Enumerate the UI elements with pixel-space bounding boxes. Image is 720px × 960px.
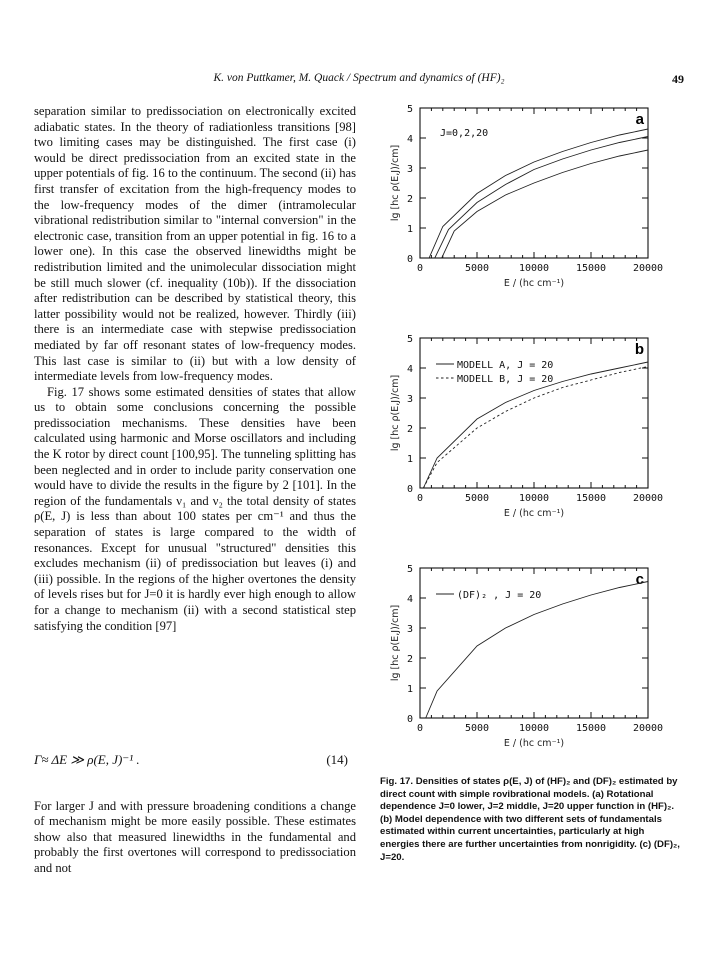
y-tick-label: 4 [406,364,413,375]
equation-text: Γ≈ ΔE ≫ ρ(E, J)⁻¹ . [34,752,140,767]
y-tick-label: 0 [406,484,413,495]
y-tick-label: 2 [406,654,413,665]
y-tick-label: 3 [406,394,413,405]
y-axis-label: lg [hc ρ(E,J)/cm] [390,374,401,452]
x-axis-label: E / (hc cm⁻¹) [503,278,565,289]
paragraph-2: Fig. 17 shows some estimated densities of states that allow us to obtain some conclusions concerning the possible predissociation mechanisms. These densities have been calculated using harmonic and Morse oscillators and including the K rotor by direct count [100,95]. The tunneling splitting has been neglected and in order to include parity conservation one would have to divide the results in the figure by 2 [101]. In the region of the fundamentals ν₁ and ν₂ the total density of states ρ(E, J) is less than about 100 states per cm⁻¹ and thus the separation of states is large compared to the width of resonances. Except for unusual "structured" densities this excludes mechanism (ii) of predissociation but leaves (i) and (iii) possible. In the regions of the higher overtones the density of levels rises but for J=0 it is hardly ever high enough to allow for a change to mechanism (ii) with a second statistical step satisfying the condition [97] [34,384,356,633]
y-axis-label: lg [hc ρ(E,J)/cm] [390,604,401,682]
panel-letter: a [635,111,644,128]
chart-c-svg [372,560,672,760]
x-tick-label: 15000 [575,263,607,274]
panel-letter: c [635,571,644,588]
x-tick-label: 20000 [632,493,664,504]
y-tick-label: 2 [406,424,413,435]
paragraph-1: separation similar to predissociation on electronically excited adiabatic states. In the theory of radiationless transitions [98] two limiting cases may be distinguished. The first case (i) would be direct predissociation from an excited state in the upper potentials of fig. 16 to the continuum. The second (ii) has first transfer of excitation from the high-frequency modes to the low-frequency modes of the dimer (intramolecular vibrational redistribution similar to "internal conversion" in the electronic case, transition from an upper potential in fig. 16 to a lower one). In this case the observed linewidths might be redistribution limited and the unimolecular dissociation might be still much slower (cf. inequality (10b)). If the dissociation after redistribution can be described by statistical theory, this latter possibility would not be realized, however. Thirdly (iii) there is an intermediate case with stepwise predissociation mediated by far off resonant states of low-frequency modes. This last case is similar to (ii) but with a low density of intermediate levels from low-frequency modes. [34,104,356,384]
legend-entry-2: MODELL B, J = 20 [457,374,554,385]
left-column [34,104,356,634]
chart-b-svg [372,330,672,530]
y-tick-label: 5 [406,104,413,115]
y-tick-label: 1 [406,684,413,695]
x-axis-label: E / (hc cm⁻¹) [503,508,565,519]
series-line-1 [442,150,648,258]
figure-17-panel-a [372,100,672,300]
y-axis-label: lg [hc ρ(E,J)/cm] [390,144,401,222]
figure-caption: Fig. 17. Densities of states ρ(E, J) of (HF)₂ and (DF)₂ estimated by direct count with simple rovibrational models. (a) Rotational dependence J=0 lower, J=2 middle, J=20 upper function in (HF)₂. (b) Model dependence with two different sets of fundamentals estimated within current uncertainties, particularly at high energies there are further uncertainties from nonrigidity. (c) (DF)₂, J=20. [380,776,680,863]
equation-14 [34,752,348,770]
y-tick-label: 5 [406,334,413,345]
series-line-2 [435,137,648,259]
series-line-1 [426,582,648,719]
x-tick-label: 5000 [464,263,490,274]
y-tick-label: 4 [406,134,413,145]
equation-number: (14) [326,752,348,767]
y-tick-label: 1 [406,224,413,235]
x-tick-label: 5000 [464,723,490,734]
running-header [34,72,684,90]
y-tick-label: 1 [406,454,413,465]
x-tick-label: 10000 [518,493,550,504]
y-tick-label: 0 [406,714,413,725]
x-tick-label: 0 [416,263,424,274]
page-number: 49 [672,72,684,86]
series-line-3 [429,129,648,258]
paragraph-3: For larger J and with pressure broadening conditions a change of mechanism might be more easily possible. These estimates show also that measured linewidths in the fundamental and probably the first overtones will correspond to predissociation and not [34,798,356,875]
y-tick-label: 3 [406,624,413,635]
x-tick-label: 20000 [632,263,664,274]
y-tick-label: 4 [406,594,413,605]
chart-a-svg [372,100,672,300]
y-tick-label: 2 [406,194,413,205]
running-title: K. von Puttkamer, M. Quack / Spectrum and dynamics of (HF)₂ [213,72,505,84]
j-annotation: J=0,2,20 [440,128,489,139]
x-tick-label: 5000 [464,493,490,504]
x-axis-label: E / (hc cm⁻¹) [503,738,565,749]
x-tick-label: 0 [416,723,424,734]
figure-17-panel-c [372,560,672,760]
x-tick-label: 15000 [575,493,607,504]
x-tick-label: 20000 [632,723,664,734]
y-tick-label: 3 [406,164,413,175]
x-tick-label: 10000 [518,723,550,734]
left-column-continued [34,786,356,889]
legend-entry-1: MODELL A, J = 20 [457,360,554,371]
x-tick-label: 10000 [518,263,550,274]
y-tick-label: 5 [406,564,413,575]
x-tick-label: 15000 [575,723,607,734]
legend-entry-1: (DF)₂ , J = 20 [457,590,542,601]
y-tick-label: 0 [406,254,413,265]
figure-17-panel-b [372,330,672,530]
panel-letter: b [634,341,644,358]
x-tick-label: 0 [416,493,424,504]
